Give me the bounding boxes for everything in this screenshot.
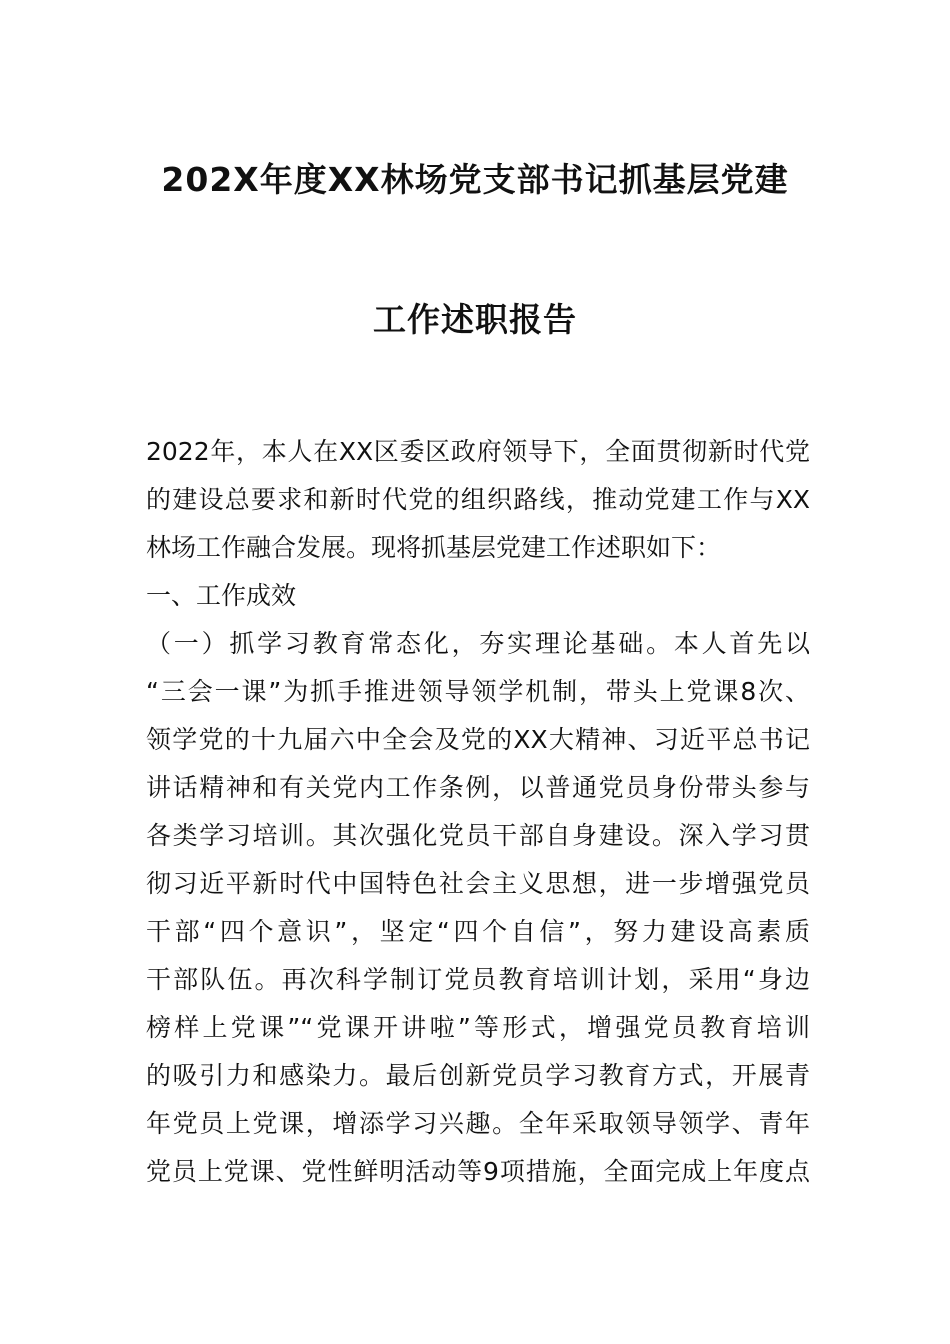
- section-heading: 一、工作成效: [146, 581, 297, 610]
- body-line: “三会一课”为抓手推进领导领学机制，带头上党课8次、: [146, 677, 810, 706]
- body-line: 的建设总要求和新时代党的组织路线，推动党建工作与XX: [146, 485, 810, 514]
- body-line: 干部“四个意识”，坚定“四个自信”，努力建设高素质: [146, 917, 810, 946]
- body-line: （一）抓学习教育常态化，夯实理论基础。本人首先以: [146, 629, 810, 658]
- body-line: 干部队伍。再次科学制订党员教育培训计划，采用“身边: [146, 965, 810, 994]
- body-line: 2022年，本人在XX区委区政府领导下，全面贯彻新时代党: [146, 437, 810, 466]
- body-line: 各类学习培训。其次强化党员干部自身建设。深入学习贯: [146, 821, 810, 850]
- document-title-line-2: 工作述职报告: [373, 300, 577, 339]
- body-line: 年党员上党课，增添学习兴趣。全年采取领导领学、青年: [146, 1109, 810, 1138]
- body-line: 党员上党课、党性鲜明活动等9项措施，全面完成上年度点: [146, 1157, 810, 1186]
- body-line: 领学党的十九届六中全会及党的XX大精神、习近平总书记: [146, 725, 810, 754]
- body-line: 的吸引力和感染力。最后创新党员学习教育方式，开展青: [146, 1061, 810, 1090]
- document-body: [146, 428, 810, 1196]
- body-line: 林场工作融合发展。现将抓基层党建工作述职如下：: [146, 533, 722, 562]
- body-line: 讲话精神和有关党内工作条例，以普通党员身份带头参与: [146, 773, 810, 802]
- document-title-line-1: 202X年度XX林场党支部书记抓基层党建: [161, 160, 789, 199]
- body-line: 彻习近平新时代中国特色社会主义思想，进一步增强党员: [146, 869, 810, 898]
- body-line: 榜样上党课”“党课开讲啦”等形式，增强党员教育培训: [146, 1013, 810, 1042]
